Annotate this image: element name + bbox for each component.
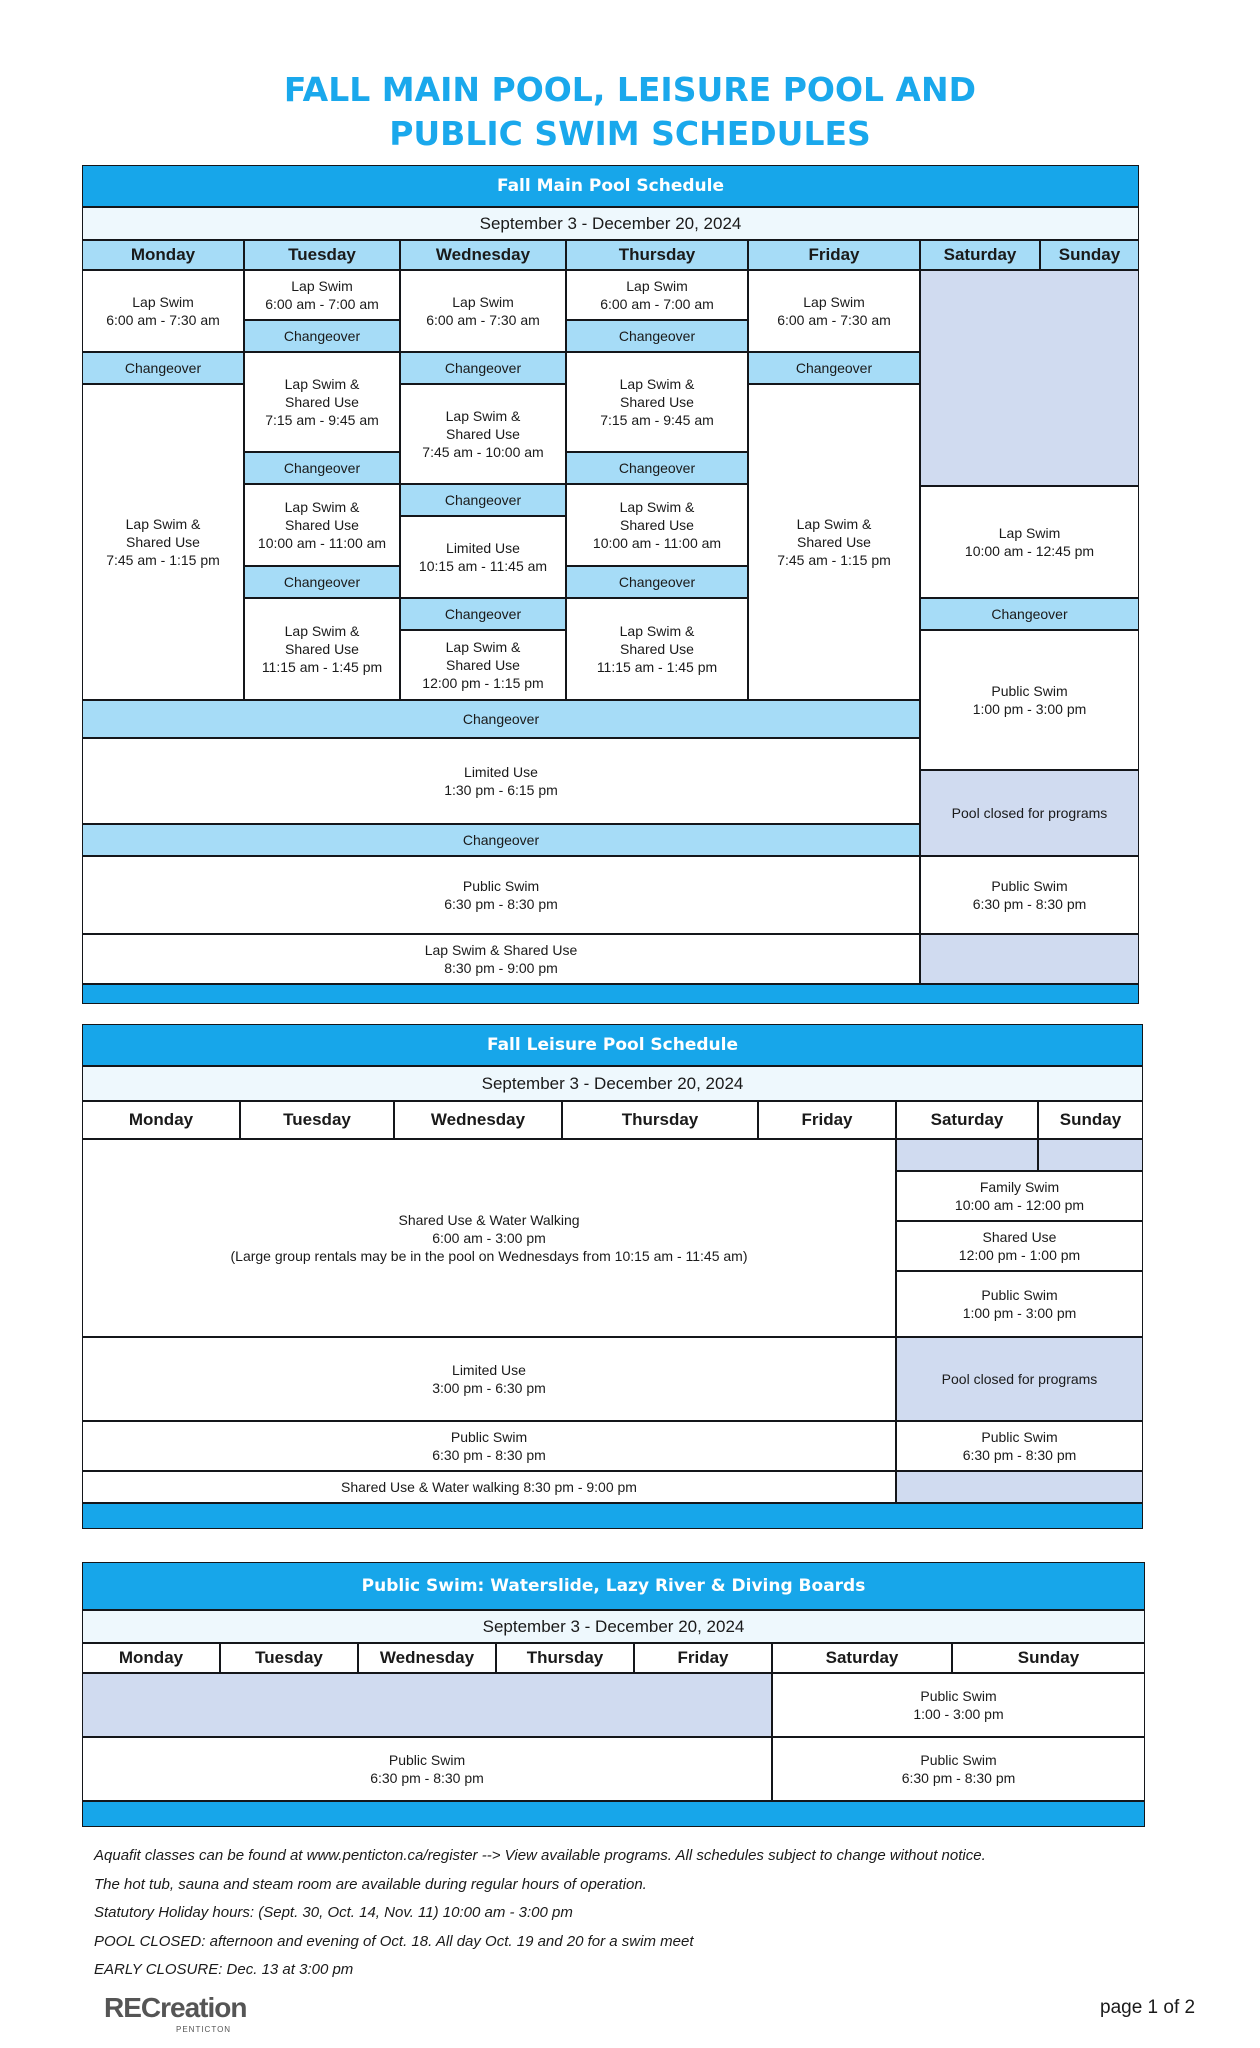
main-thu-changeover-3: Changeover [566, 566, 748, 598]
leisure-pool-header: Fall Leisure Pool Schedule [82, 1024, 1143, 1066]
public-weekend-public-swim-2 [772, 1737, 1145, 1801]
slot-time: 12:00 pm - 1:00 pm [958, 1247, 1081, 1263]
main-thu-changeover-1: Changeover [566, 320, 748, 352]
main-weekday-changeover-1: Changeover [82, 700, 920, 738]
slot-time: 3:00 pm - 6:30 pm [432, 1380, 546, 1396]
page-title-line-1: FALL MAIN POOL, LEISURE POOL AND [283, 70, 977, 109]
main-day-thursday: Thursday [566, 240, 748, 270]
slot-time: 1:30 pm - 6:15 pm [444, 782, 558, 798]
slot-time: 6:00 am - 3:00 pm [432, 1230, 546, 1246]
public-day-friday: Friday [634, 1643, 772, 1673]
slot-time: 10:00 am - 12:45 pm [964, 543, 1095, 559]
slot-time: 6:00 am - 7:30 am [106, 312, 220, 328]
main-thu-changeover-2: Changeover [566, 452, 748, 484]
slot-time: 7:45 am - 10:00 am [422, 444, 544, 460]
slot-name: Shared Use [620, 517, 694, 533]
slot-name: Shared Use & Water Walking [398, 1212, 580, 1228]
main-fri-lap-swim [748, 270, 920, 352]
slot-name: Lap Swim [803, 294, 865, 310]
slot-time: 7:15 am - 9:45 am [265, 412, 379, 428]
slot-time: 8:30 pm - 9:00 pm [444, 960, 558, 976]
main-weekday-changeover-2: Changeover [82, 824, 920, 856]
leisure-day-saturday: Saturday [896, 1101, 1038, 1139]
main-tue-changeover-2: Changeover [244, 452, 400, 484]
slot-name: Lap Swim & [796, 516, 872, 532]
main-weekend-closed-morning [920, 270, 1139, 486]
slot-time: 1:00 pm - 3:00 pm [972, 701, 1087, 717]
slot-name: Lap Swim & Shared Use [424, 942, 578, 958]
slot-name: Shared Use [446, 426, 520, 442]
slot-name: Shared Use [982, 1229, 1057, 1245]
slot-time: 6:30 pm - 8:30 pm [962, 1447, 1077, 1463]
leisure-day-tuesday: Tuesday [240, 1101, 394, 1139]
note-aquafit: Aquafit classes can be found at www.penticton.ca/register --> View available programs. All schedules subject to change without notice. [94, 1847, 986, 1864]
slot-name: Shared Use [285, 641, 359, 657]
slot-time: 10:00 am - 11:00 am [257, 535, 387, 551]
public-weekday-public-swim [82, 1737, 772, 1801]
slot-time: 10:00 am - 11:00 am [592, 535, 722, 551]
slot-name: Public Swim [991, 683, 1068, 699]
slot-time: 6:30 pm - 8:30 pm [901, 1770, 1016, 1786]
public-day-monday: Monday [82, 1643, 220, 1673]
slot-time: 11:15 am - 1:45 pm [261, 659, 383, 675]
slot-name: Public Swim [450, 1429, 528, 1445]
main-day-monday: Monday [82, 240, 244, 270]
slot-name: Lap Swim [998, 525, 1061, 541]
leisure-day-friday: Friday [758, 1101, 896, 1139]
slot-name: Public Swim [981, 1287, 1058, 1303]
slot-name: Public Swim [462, 878, 540, 894]
main-tue-lap-shared-1 [244, 352, 400, 452]
slot-name: Public Swim [991, 878, 1068, 894]
leisure-day-monday: Monday [82, 1101, 240, 1139]
main-day-friday: Friday [748, 240, 920, 270]
main-wed-changeover-1: Changeover [400, 352, 566, 384]
slot-name: Lap Swim & [445, 408, 521, 424]
slot-time: 1:00 - 3:00 pm [913, 1706, 1004, 1722]
main-tue-changeover-3: Changeover [244, 566, 400, 598]
slot-name: Lap Swim & [619, 623, 695, 639]
main-wed-lap-shared-1 [400, 384, 566, 484]
public-swim-header: Public Swim: Waterslide, Lazy River & Diving Boards [82, 1562, 1145, 1610]
public-day-sunday: Sunday [952, 1643, 1145, 1673]
recreation-logo: RECreation [104, 1992, 247, 2023]
slot-time: 6:30 pm - 8:30 pm [432, 1447, 546, 1463]
public-weekend-public-swim-1 [772, 1673, 1145, 1737]
main-day-tuesday: Tuesday [244, 240, 400, 270]
slot-time: 7:45 am - 1:15 pm [106, 552, 220, 568]
main-wed-lap-shared-2 [400, 630, 566, 700]
main-fri-changeover: Changeover [748, 352, 920, 384]
slot-name: Limited Use [464, 764, 538, 780]
main-weekday-lap-shared-late [82, 934, 920, 984]
leisure-weekend-closed-programs: Pool closed for programs [896, 1337, 1143, 1421]
main-pool-date-range: September 3 - December 20, 2024 [82, 207, 1139, 240]
leisure-weekday-shared-late: Shared Use & Water walking 8:30 pm - 9:00 pm [82, 1471, 896, 1503]
note-statutory-holiday: Statutory Holiday hours: (Sept. 30, Oct. 14, Nov. 11) 10:00 am - 3:00 pm [94, 1904, 573, 1921]
main-day-sunday: Sunday [1040, 240, 1139, 270]
slot-name: Lap Swim & [284, 499, 360, 515]
leisure-weekend-public-swim-1 [896, 1271, 1143, 1337]
slot-name: Lap Swim & [284, 376, 360, 392]
slot-name: Shared Use [446, 657, 520, 673]
main-wed-changeover-2: Changeover [400, 484, 566, 516]
public-day-tuesday: Tuesday [220, 1643, 358, 1673]
leisure-weekend-public-swim-2 [896, 1421, 1143, 1471]
main-weekday-public-swim [82, 856, 920, 934]
slot-time: 1:00 pm - 3:00 pm [962, 1305, 1077, 1321]
slot-name: Shared Use [620, 394, 694, 410]
main-weekend-public-swim-1 [920, 630, 1139, 770]
slot-name: Public Swim [920, 1752, 997, 1768]
slot-name: Lap Swim & [619, 376, 695, 392]
slot-note: (Large group rentals may be in the pool on Wednesdays from 10:15 am - 11:45 am) [230, 1248, 748, 1264]
slot-name: Family Swim [979, 1179, 1060, 1195]
page-number: page 1 of 2 [1100, 1997, 1196, 2018]
slot-time: 11:15 am - 1:45 pm [596, 659, 718, 675]
main-mon-lap-swim [82, 270, 244, 352]
schedule-notes [94, 1842, 1094, 1985]
main-thu-lap-shared-3 [566, 598, 748, 700]
slot-name: Public Swim [920, 1688, 997, 1704]
main-fri-lap-shared [748, 384, 920, 700]
main-weekend-public-swim-2 [920, 856, 1139, 934]
main-weekend-closed-programs: Pool closed for programs [920, 770, 1139, 856]
leisure-day-thursday: Thursday [562, 1101, 758, 1139]
leisure-day-sunday: Sunday [1038, 1101, 1143, 1139]
slot-time: 12:00 pm - 1:15 pm [422, 675, 544, 691]
slot-time: 7:45 am - 1:15 pm [777, 552, 891, 568]
public-day-thursday: Thursday [496, 1643, 634, 1673]
leisure-day-wednesday: Wednesday [394, 1101, 562, 1139]
main-day-saturday: Saturday [920, 240, 1040, 270]
public-day-saturday: Saturday [772, 1643, 952, 1673]
slot-name: Lap Swim [626, 278, 688, 294]
slot-name: Lap Swim & [125, 516, 201, 532]
main-weekend-lap-swim [920, 486, 1139, 598]
main-wed-changeover-3: Changeover [400, 598, 566, 630]
slot-name: Lap Swim & [445, 639, 521, 655]
public-swim-date-range: September 3 - December 20, 2024 [82, 1610, 1145, 1643]
main-thu-lap-shared-1 [566, 352, 748, 452]
note-hot-tub: The hot tub, sauna and steam room are available during regular hours of operation. [94, 1875, 647, 1893]
slot-name: Shared Use [620, 641, 694, 657]
slot-name: Limited Use [446, 540, 520, 556]
leisure-weekday-public-swim [82, 1421, 896, 1471]
slot-time: 6:00 am - 7:30 am [777, 312, 891, 328]
slot-name: Lap Swim [132, 294, 194, 310]
main-mon-changeover: Changeover [82, 352, 244, 384]
slot-time: 6:30 pm - 8:30 pm [370, 1770, 484, 1786]
note-pool-closed: POOL CLOSED: afternoon and evening of Oct. 18. All day Oct. 19 and 20 for a swim meet [94, 1932, 694, 1950]
slot-time: 6:30 pm - 8:30 pm [972, 896, 1087, 912]
slot-time: 6:00 am - 7:30 am [426, 312, 540, 328]
leisure-sat-closed-early [896, 1139, 1038, 1171]
leisure-weekend-closed-late [896, 1471, 1143, 1503]
slot-time: 10:00 am - 12:00 pm [954, 1197, 1085, 1213]
slot-time: 7:15 am - 9:45 am [600, 412, 714, 428]
public-day-wednesday: Wednesday [358, 1643, 496, 1673]
slot-name: Shared Use [126, 534, 200, 550]
main-tue-lap-swim [244, 270, 400, 320]
recreation-logo-subtitle: PENTICTON [176, 2025, 232, 2034]
page-title-line-2: PUBLIC SWIM SCHEDULES [389, 114, 871, 153]
slot-name: Shared Use [797, 534, 871, 550]
slot-name: Lap Swim [291, 278, 353, 294]
main-pool-footer-bar [82, 984, 1139, 1004]
slot-name: Public Swim [388, 1752, 466, 1768]
leisure-sun-closed-early [1038, 1139, 1143, 1171]
main-wed-lap-swim [400, 270, 566, 352]
slot-time: 6:00 am - 7:00 am [265, 296, 379, 312]
leisure-weekday-limited-use [82, 1337, 896, 1421]
slot-time: 6:00 am - 7:00 am [600, 296, 714, 312]
leisure-weekend-shared-use [896, 1221, 1143, 1271]
main-wed-limited-use [400, 516, 566, 598]
public-swim-footer-bar [82, 1801, 1145, 1827]
leisure-weekday-shared-water-walking [82, 1139, 896, 1337]
main-day-wednesday: Wednesday [400, 240, 566, 270]
leisure-pool-footer-bar [82, 1503, 1143, 1529]
slot-time: 10:15 am - 11:45 am [418, 558, 548, 574]
slot-time: 6:30 pm - 8:30 pm [444, 896, 558, 912]
slot-name: Lap Swim & [619, 499, 695, 515]
slot-name: Shared Use [285, 394, 359, 410]
slot-name: Shared Use [285, 517, 359, 533]
main-tue-lap-shared-2 [244, 484, 400, 566]
slot-name: Public Swim [981, 1429, 1058, 1445]
public-weekday-closed [82, 1673, 772, 1737]
slot-name: Lap Swim [452, 294, 514, 310]
main-weekday-limited-use [82, 738, 920, 824]
main-tue-changeover-1: Changeover [244, 320, 400, 352]
main-thu-lap-swim [566, 270, 748, 320]
leisure-pool-date-range: September 3 - December 20, 2024 [82, 1066, 1143, 1101]
note-early-closure: EARLY CLOSURE: Dec. 13 at 3:00 pm [94, 1961, 354, 1978]
main-weekend-changeover: Changeover [920, 598, 1139, 630]
slot-name: Lap Swim & [284, 623, 360, 639]
main-mon-lap-shared [82, 384, 244, 700]
slot-name: Limited Use [452, 1362, 526, 1378]
main-tue-lap-shared-3 [244, 598, 400, 700]
leisure-weekend-family-swim [896, 1171, 1143, 1221]
main-weekend-closed-late [920, 934, 1139, 984]
main-pool-header: Fall Main Pool Schedule [82, 165, 1139, 207]
main-thu-lap-shared-2 [566, 484, 748, 566]
